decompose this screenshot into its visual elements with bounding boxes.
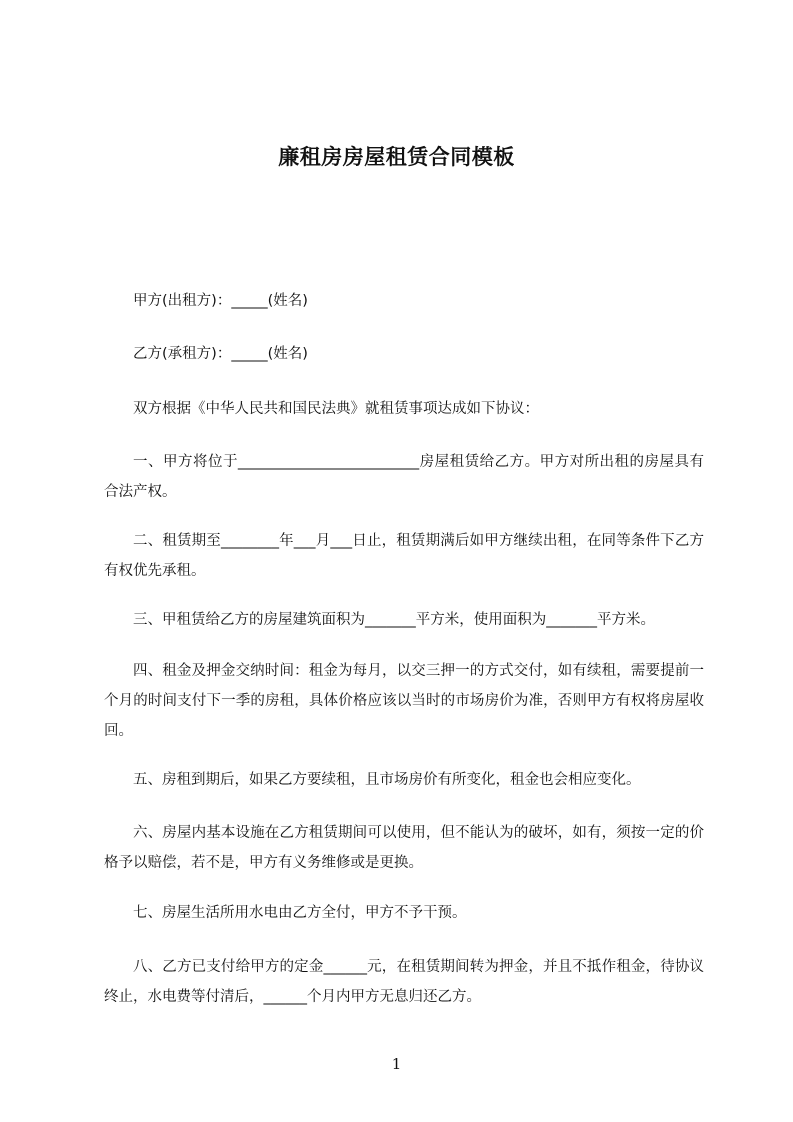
clause-6: 六、房屋内基本设施在乙方租赁期间可以使用，但不能认为的破坏，如有，须按一定的价格予以赔偿，若不是，甲方有义务维修或是更换。 xyxy=(104,825,704,871)
clause-5: 五、房租到期后，如果乙方要续租，且市场房价有所变化，租金也会相应变化。 xyxy=(133,772,641,788)
clause-3: 三、甲租赁给乙方的房屋建筑面积为_______平方米，使用面积为_______平方米。 xyxy=(133,612,655,628)
clause-1: 一、甲方将位于_________________________房屋租赁给乙方。甲方对所出租的房屋具有合法产权。 xyxy=(104,454,704,500)
document-title: 廉租房房屋租赁合同模板 xyxy=(278,145,515,169)
clause-4: 四、租金及押金交纳时间：租金为每月，以交三押一的方式交付，如有续租，需要提前一个月的时间支付下一季的房租，具体价格应该以当时的市场房价为准，否则甲方有权将房屋收回。 xyxy=(104,663,704,739)
party-a-line: 甲方(出租方)：_____(姓名) xyxy=(133,293,308,309)
clause-8: 八、乙方已支付给甲方的定金______元，在租赁期间转为押金，并且不抵作租金，待协议终止，水电费等付清后，______个月内甲方无息归还乙方。 xyxy=(104,959,704,1005)
party-b-line: 乙方(承租方)：_____(姓名) xyxy=(133,346,308,362)
agreement-intro: 双方根据《中华人民共和国民法典》就租赁事项达成如下协议： xyxy=(133,401,539,417)
clause-7: 七、房屋生活所用水电由乙方全付，甲方不予干预。 xyxy=(133,905,467,921)
clause-2: 二、租赁期至________年___月___日止，租赁期满后如甲方继续出租，在同等条件下乙方有权优先承租。 xyxy=(104,533,704,579)
page-number: 1 xyxy=(391,1055,402,1073)
